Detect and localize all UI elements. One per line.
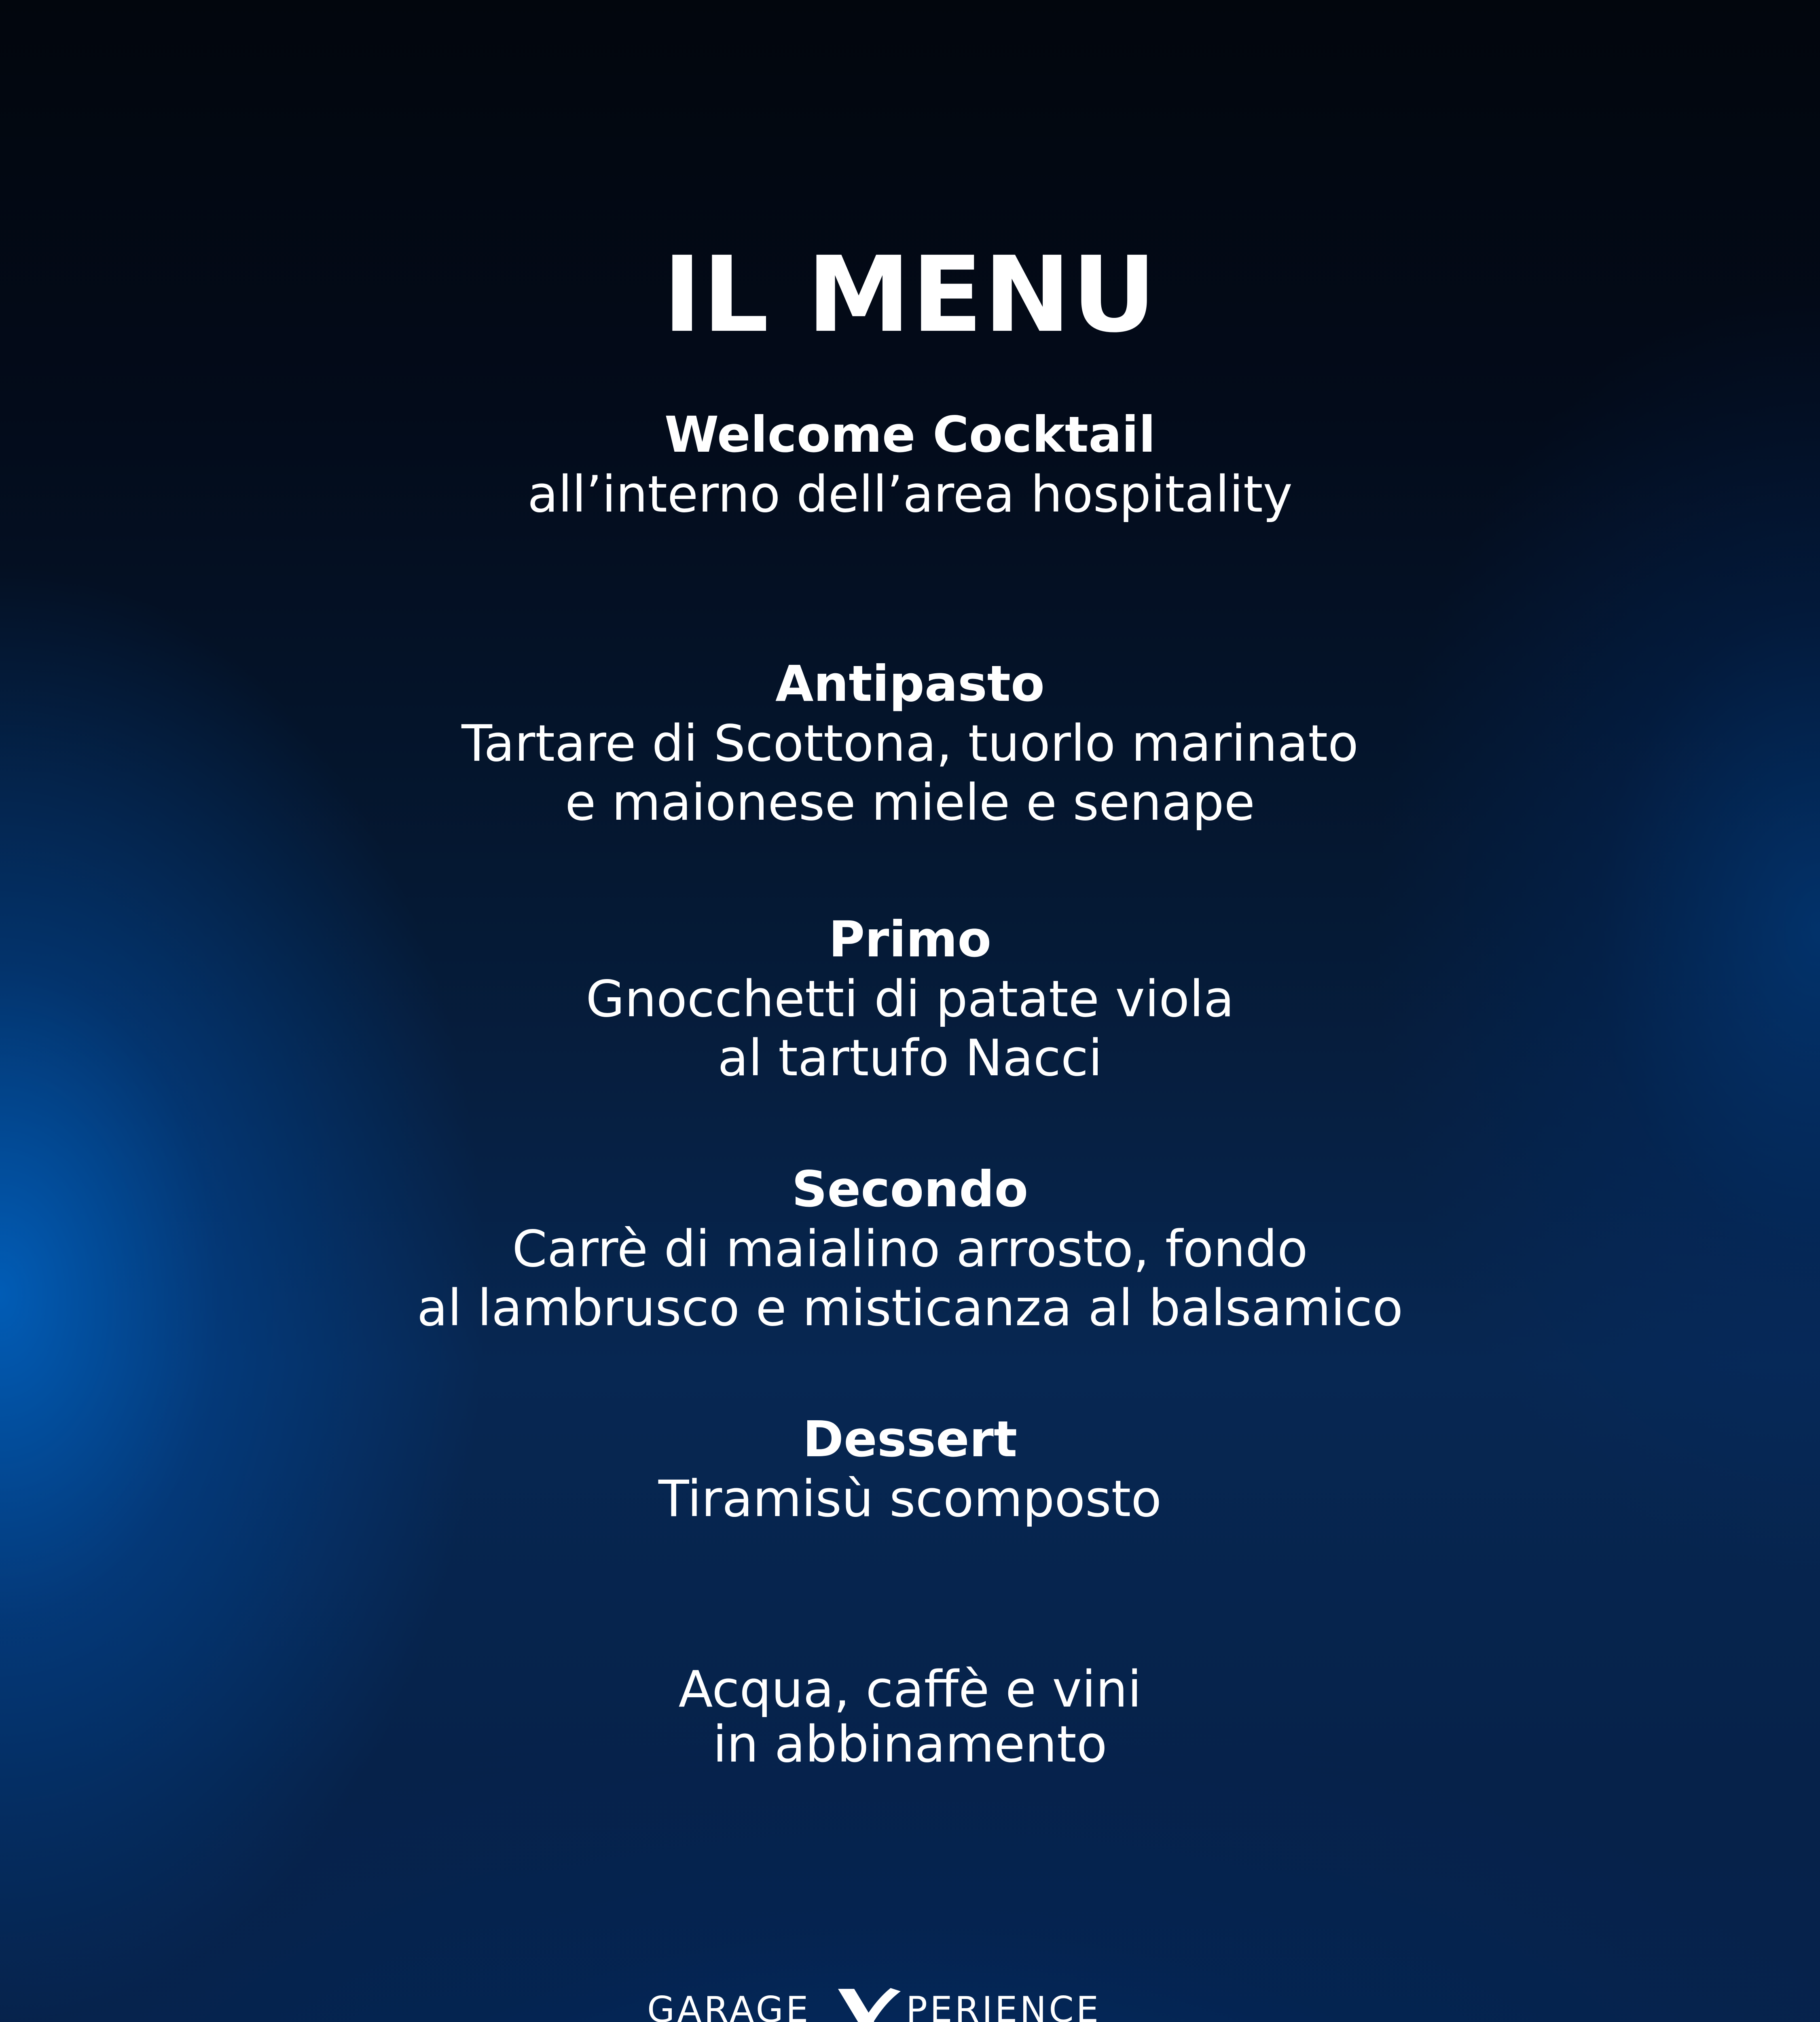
- section-description: [0, 1220, 1820, 1338]
- description-line: Carrè di maialino arrosto, fondo: [512, 1220, 1308, 1278]
- logo-brand-left: GARAGE: [647, 1989, 811, 2022]
- description-line: Tartare di Scottona, tuorlo marinato: [461, 715, 1359, 773]
- section-heading: Secondo: [791, 1161, 1029, 1218]
- description-line: e maionese miele e senape: [565, 774, 1255, 832]
- menu-section-secondo: [0, 1159, 1820, 1338]
- logo-brand-right: PERIENCE: [906, 1989, 1101, 2022]
- menu-section-primo: [0, 909, 1820, 1088]
- description-line: all’interno dell’area hospitality: [527, 465, 1293, 524]
- section-heading: Dessert: [802, 1411, 1018, 1468]
- description-line: al lambrusco e misticanza al balsamico: [417, 1279, 1403, 1337]
- section-heading: Antipasto: [775, 655, 1045, 713]
- section-description: [0, 465, 1820, 524]
- garage-xperience-logo: [643, 1990, 1112, 2022]
- menu-section-dessert: [0, 1409, 1820, 1529]
- section-description: [0, 714, 1820, 832]
- section-description: [0, 1470, 1820, 1529]
- logo-x-mark-icon: [830, 1986, 907, 2022]
- menu-section-welcome: [0, 404, 1820, 524]
- description-line: Gnocchetti di patate viola: [586, 970, 1234, 1028]
- description-line: al tartufo Nacci: [717, 1029, 1103, 1087]
- menu-section-antipasto: [0, 654, 1820, 832]
- menu-title: IL MENU: [662, 234, 1158, 355]
- section-description: [0, 970, 1820, 1088]
- description-line: Tiramisù scomposto: [658, 1470, 1162, 1528]
- section-heading: Primo: [828, 911, 992, 968]
- drinks-note: [0, 1662, 1820, 1772]
- drinks-note-line: in abbinamento: [713, 1715, 1107, 1774]
- section-heading: Welcome Cocktail: [664, 406, 1156, 463]
- drinks-note-line: Acqua, caffè e vini: [678, 1660, 1142, 1719]
